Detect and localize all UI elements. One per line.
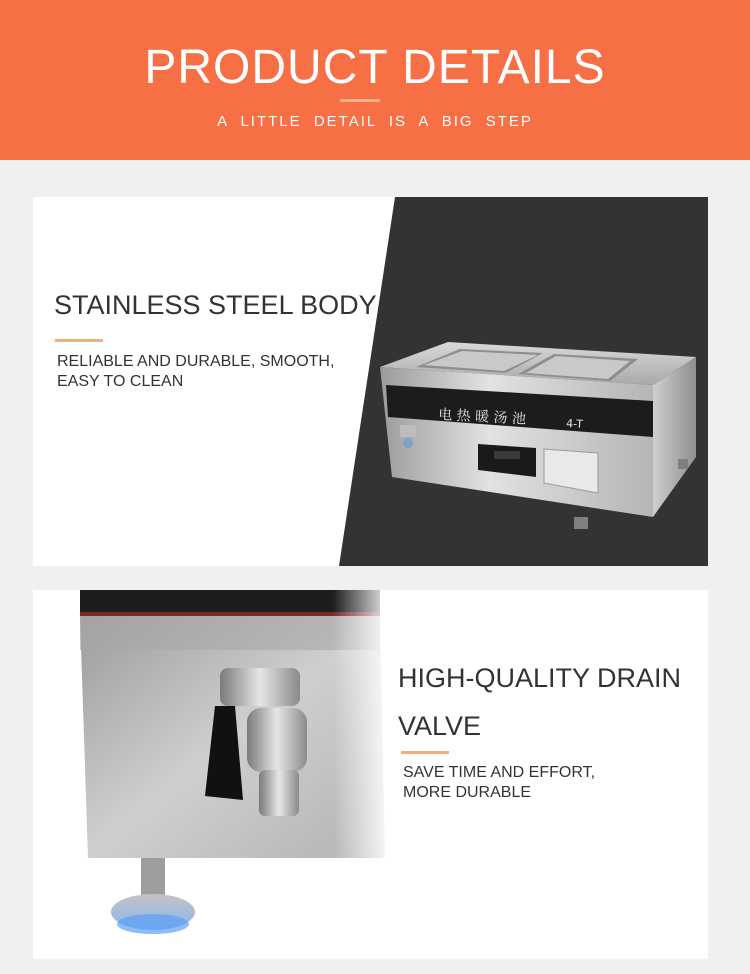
description-line: MORE DURABLE xyxy=(403,784,532,801)
description-line: EASY TO CLEAN xyxy=(57,373,184,390)
feature-title xyxy=(398,654,681,750)
page-title: PRODUCT DETAILS xyxy=(144,41,606,94)
feature-title: STAINLESS STEEL BODY xyxy=(54,290,377,320)
description-line: SAVE TIME AND EFFORT, xyxy=(403,764,596,781)
product-label: 电 热 暖 汤 池 xyxy=(437,407,527,428)
page-subtitle: A LITTLE DETAIL IS A BIG STEP xyxy=(217,113,533,130)
feature-title-line: HIGH-QUALITY DRAIN xyxy=(398,663,682,693)
description-line: RELIABLE AND DURABLE, SMOOTH, xyxy=(57,353,335,370)
feature-description xyxy=(403,763,683,803)
feature-title-line: VALVE xyxy=(398,711,482,741)
accent-line xyxy=(55,339,103,342)
accent-line xyxy=(401,751,449,754)
feature-description xyxy=(57,352,357,392)
drain-valve-closeup-image xyxy=(33,590,393,959)
soup-warmer-product-image xyxy=(378,337,698,537)
product-model: 4-T xyxy=(565,417,584,431)
feature-card-drain-valve xyxy=(33,590,708,959)
feature-card-stainless-body xyxy=(33,197,708,566)
page-header xyxy=(0,0,750,160)
title-underline xyxy=(340,99,380,102)
